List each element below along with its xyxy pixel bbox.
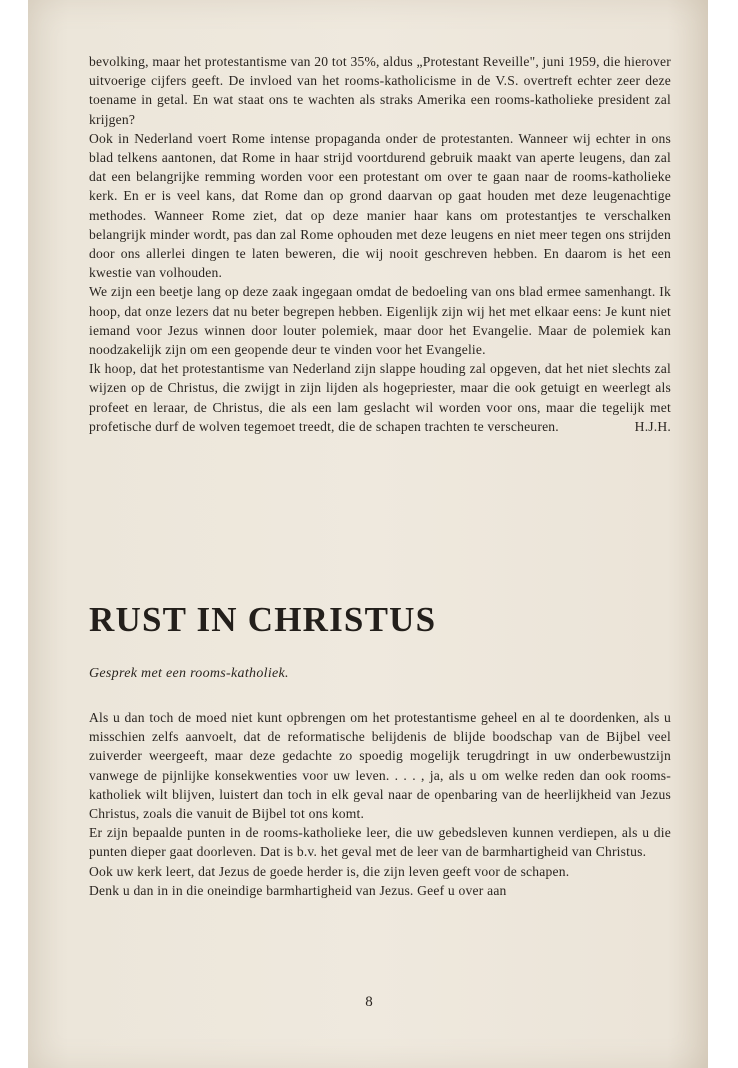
paragraph: Ik hoop, dat het protestantisme van Nederland zijn slappe houding zal opgeven, dat het niet slechts zal wijzen op de Christus, die zwijgt in zijn lijden als hogepriester, maar die ook getuigt en weerlegt als profeet en leraar, de Christus, die als een lam geslacht wil worden voor ons, maar die tegelijk met profetische durf de wolven tegemoet treedt, die de schapen trachten te verscheuren. xyxy=(89,361,671,434)
author-signature: H.J.H. xyxy=(634,419,671,435)
paragraph: Ook uw kerk leert, dat Jezus de goede herder is, die zijn leven geeft voor de schapen. xyxy=(89,863,570,879)
intro-text xyxy=(89,52,671,436)
paragraph: Ook in Nederland voert Rome intense propaganda onder de protestanten. Wanneer wij echter in ons blad telkens aantonen, dat Rome in haar strijd voortdurend gebruik maakt van aperte leugens, dan zal dat een belangrijke remming worden voor een protestant om over te gaan naar de rooms-katholieke kerk. En er is veel kans, dat Rome dan op grond daarvan op gaat houden met deze leugenachtige methodes. Wanneer Rome ziet, dat op deze manier haar kans om protestantjes te verschalken belangrijk minder wordt, pas dan zal Rome ophouden met deze leugens en niet meer tegen ons strijden door ons allerlei dingen te laten beweren, die wij nooit geschreven hebben. En daarom is het een kwestie van volhouden. xyxy=(89,130,671,281)
page-number: 8 xyxy=(365,994,373,1010)
article-title: RUST IN CHRISTUS xyxy=(89,600,437,639)
article-subtitle: Gesprek met een rooms-katholiek. xyxy=(89,666,289,681)
paragraph: bevolking, maar het protestantisme van 20 tot 35%, aldus „Protestant Reveille", juni 1959, die hierover uitvoerige cijfers geeft. De invloed van het rooms-katholicisme in de V.S. overtreft echter zeer deze toename in getal. En wat staat ons te wachten als straks Amerika een rooms-katholieke president zal krijgen? xyxy=(89,54,671,127)
paragraph: Als u dan toch de moed niet kunt opbrengen om het protestantisme geheel en al te doordenken, als u misschien zelfs aanvoelt, dat de reformatische belijdenis de blijde boodschap van de Bijbel veel zuiverder weergeeft, maar deze gedachte zo spoedig mogelijk terugdringt in uw onderbewustzijn vanwege de pijnlijke konsekwenties voor uw leven. . . . , ja, als u om welke reden dan ook rooms-katholiek wilt blijven, luistert dan toch in elk geval naar de openbaring van de heerlijkheid van Jezus Christus, zoals die vanuit de Bijbel tot ons komt. xyxy=(89,710,671,822)
article-body xyxy=(89,708,671,900)
paragraph: We zijn een beetje lang op deze zaak ingegaan omdat de bedoeling van ons blad ermee samenhangt. Ik hoop, dat onze lezers dat nu beter begrepen hebben. Eigenlijk zijn wij het met elkaar eens: Je kunt niet iemand voor Jezus winnen door louter polemiek, maar door het Evangelie. Maar de polemiek kan noodzakelijk zijn om een geopende deur te vinden voor het Evangelie. xyxy=(89,284,671,358)
paragraph: Er zijn bepaalde punten in de rooms-katholieke leer, die uw gebedsleven kunnen verdiepen, als u die punten dieper gaat doorleven. Dat is b.v. het geval met de leer van de barmhartigheid van Christus. xyxy=(89,825,671,860)
paragraph: Denk u dan in in die oneindige barmhartigheid van Jezus. Geef u over aan xyxy=(89,882,507,898)
